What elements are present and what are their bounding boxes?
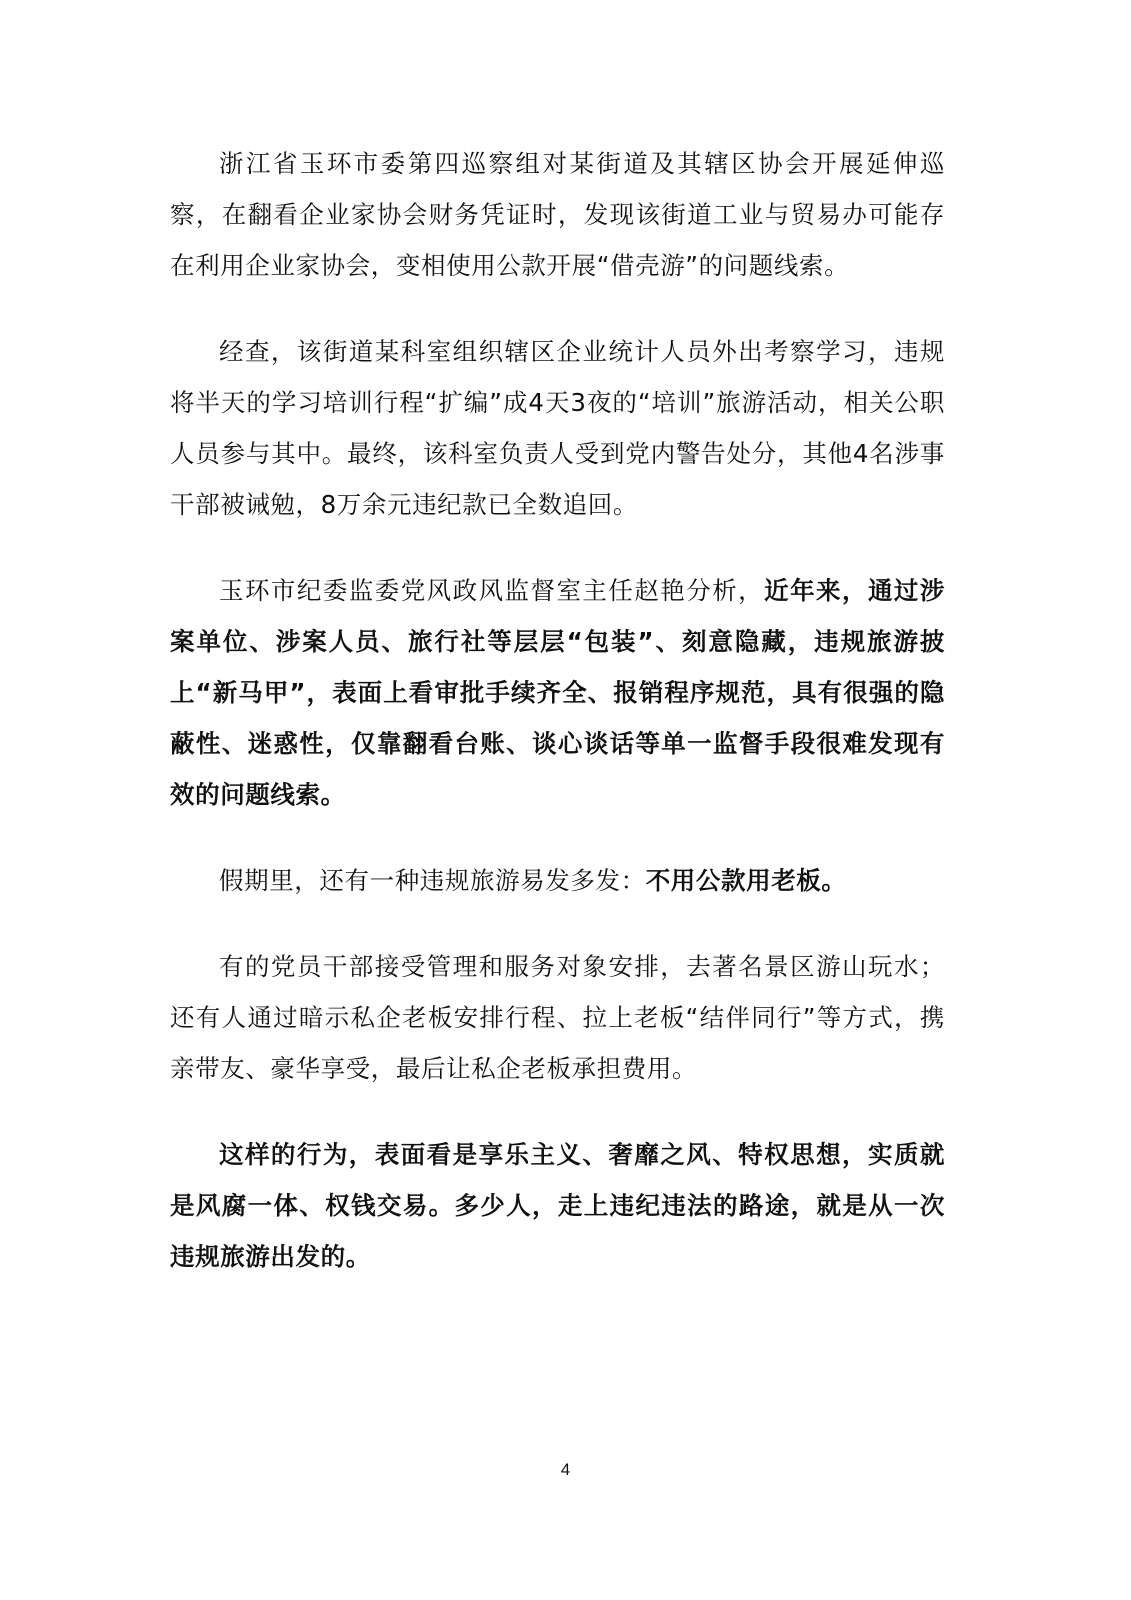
holiday-bold-text: 不用公款用老板。 [645,866,847,895]
paragraph-conclusion: 这样的行为，表面看是享乐主义、奢靡之风、特权思想，实质就是风腐一体、权钱交易。多少人，走上违纪违法的路途，就是从一次违规旅游出发的。 [170,1140,945,1271]
paragraph-spacer [170,820,945,855]
document-body [170,138,945,1282]
paragraph-investigation-result: 经查，该街道某科室组织辖区企业统计人员外出考察学习，违规将半天的学习培训行程“扩编”成4天3夜的“培训”旅游活动，相关公职人员参与其中。最终，该科室负责人受到党内警告处分，其他4名涉事干部被诫勉，8万余元违纪款已全数追回。 [170,337,945,519]
analysis-intro-text: 玉环市纪委监委党风政风监督室主任赵艳分析， [219,576,765,605]
paragraph-holiday-travel [170,855,945,906]
paragraph-spacer [170,530,945,565]
paragraph-cadre-behavior: 有的党员干部接受管理和服务对象安排，去著名景区游山玩水；还有人通过暗示私企老板安排行程、拉上老板“结伴同行”等方式，携亲带友、豪华享受，最后让私企老板承担费用。 [170,952,945,1083]
paragraph-spacer [170,1094,945,1129]
paragraph-inspection-finding: 浙江省玉环市委第四巡察组对某街道及其辖区协会开展延伸巡察，在翻看企业家协会财务凭证时，发现该街道工业与贸易办可能存在利用企业家协会，变相使用公款开展“借壳游”的问题线索。 [170,149,945,280]
paragraph-official-analysis [170,565,945,820]
paragraph-spacer [170,906,945,941]
analysis-bold-text: 近年来，通过涉案单位、涉案人员、旅行社等层层“包装”、刻意隐藏，违规旅游披上“新马甲”，表面上看审批手续齐全、报销程序规范，具有很强的隐蔽性、迷惑性，仅靠翻看台账、谈心谈话等单一监督手段很难发现有效的问题线索。 [170,576,945,809]
page-number: 4 [560,1460,571,1479]
paragraph-spacer [170,291,945,326]
holiday-intro-text: 假期里，还有一种违规旅游易发多发： [219,866,646,895]
